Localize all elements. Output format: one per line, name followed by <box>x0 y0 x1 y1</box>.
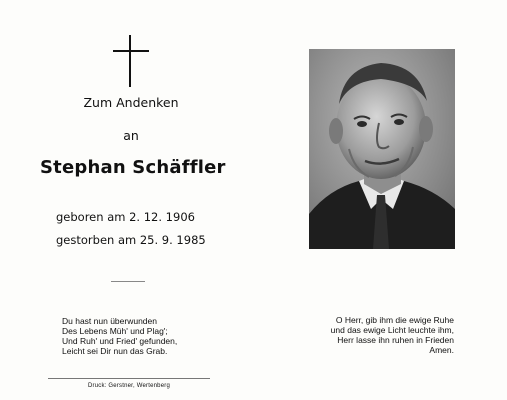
prayer-line: und das ewige Licht leuchte ihm, <box>330 325 454 335</box>
deceased-name: Stephan Schäffler <box>40 157 226 178</box>
memorial-heading: Zum Andenken <box>83 95 179 110</box>
verse-line: Leicht sei Dir nun das Grab. <box>62 346 168 356</box>
verse-line: Du hast nun überwunden <box>62 316 157 326</box>
cross-icon <box>113 35 149 87</box>
verse-line: Des Lebens Müh' und Plag'; <box>62 326 168 336</box>
footer-divider <box>48 378 210 379</box>
printer-credit: Druck: Gerstner, Wertenberg <box>88 383 170 389</box>
verse-right <box>312 315 454 355</box>
prayer-line: Amen. <box>429 345 454 355</box>
verse-line: Und Ruh' und Fried' gefunden, <box>62 336 178 346</box>
divider <box>111 281 145 282</box>
portrait-photo <box>309 49 455 249</box>
death-date: gestorben am 25. 9. 1985 <box>56 233 206 247</box>
verse-left <box>62 316 177 356</box>
memorial-an: an <box>123 128 139 143</box>
prayer-line: Herr lasse ihn ruhen in Frieden <box>337 335 454 345</box>
birth-date: geboren am 2. 12. 1906 <box>56 210 195 224</box>
prayer-line: O Herr, gib ihm die ewige Ruhe <box>335 315 454 325</box>
